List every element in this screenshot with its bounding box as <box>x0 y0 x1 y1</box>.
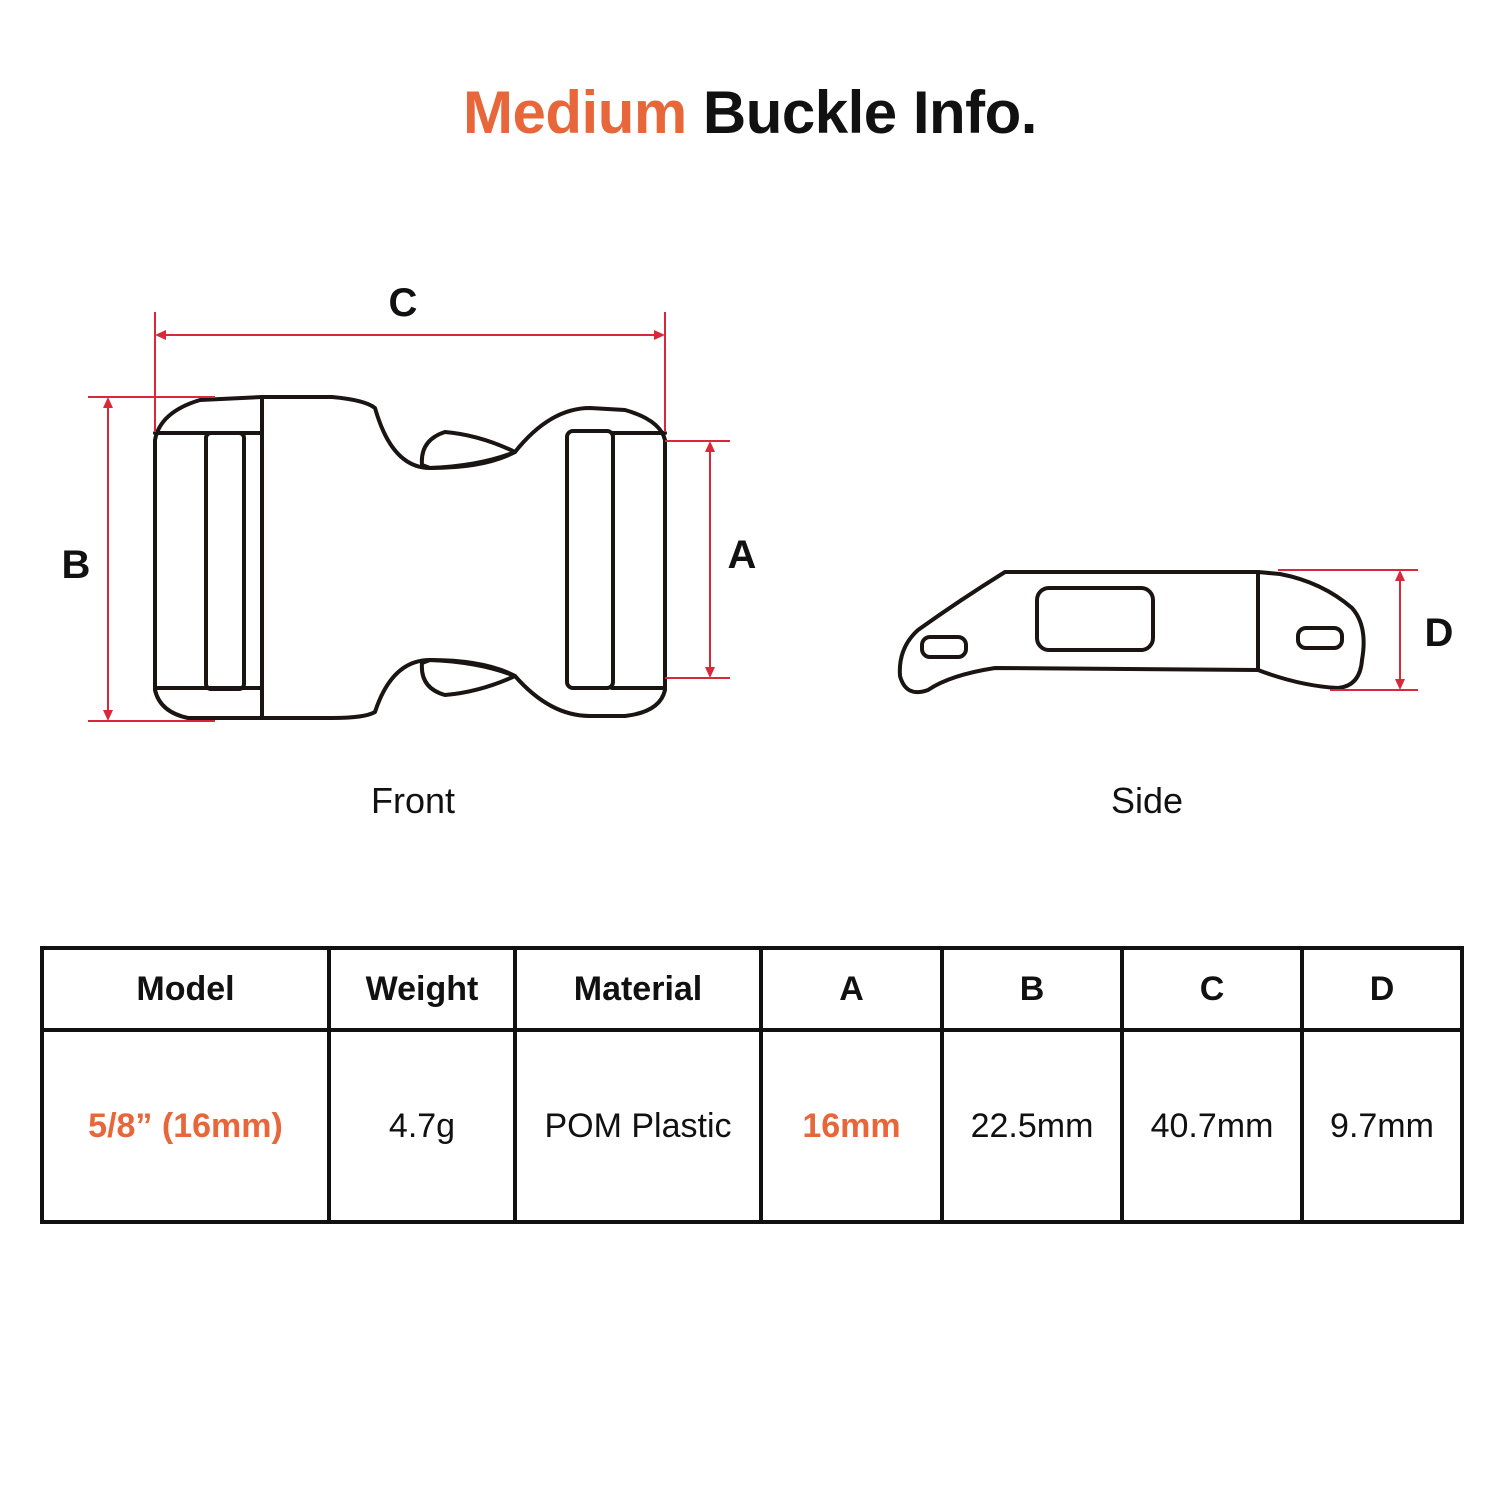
header-c: C <box>1122 948 1302 1030</box>
cell-c: 40.7mm <box>1122 1030 1302 1222</box>
cell-weight: 4.7g <box>329 1030 515 1222</box>
cell-d: 9.7mm <box>1302 1030 1462 1222</box>
cell-a: 16mm <box>761 1030 942 1222</box>
table-row <box>42 1030 1462 1222</box>
cell-material: POM Plastic <box>515 1030 761 1222</box>
front-view-outline <box>155 397 665 718</box>
header-model: Model <box>42 948 329 1030</box>
dimension-label-b: B <box>61 543 91 587</box>
title-accent: Medium <box>463 79 687 146</box>
header-a: A <box>761 948 942 1030</box>
table-header-row <box>42 948 1462 1030</box>
title-rest: Buckle Info. <box>702 79 1037 146</box>
side-view-label: Side <box>1110 780 1184 821</box>
side-view-outline <box>900 572 1364 692</box>
dimension-label-c: C <box>388 281 418 325</box>
cell-b: 22.5mm <box>942 1030 1122 1222</box>
cell-model: 5/8” (16mm) <box>42 1030 329 1222</box>
dimension-label-d: D <box>1424 611 1454 655</box>
header-d: D <box>1302 948 1462 1030</box>
specs-table <box>40 946 1464 1224</box>
header-weight: Weight <box>329 948 515 1030</box>
header-material: Material <box>515 948 761 1030</box>
dimension-label-a: A <box>727 533 757 577</box>
dimension-lines-front <box>88 312 730 721</box>
front-view-label: Front <box>370 780 456 821</box>
header-b: B <box>942 948 1122 1030</box>
